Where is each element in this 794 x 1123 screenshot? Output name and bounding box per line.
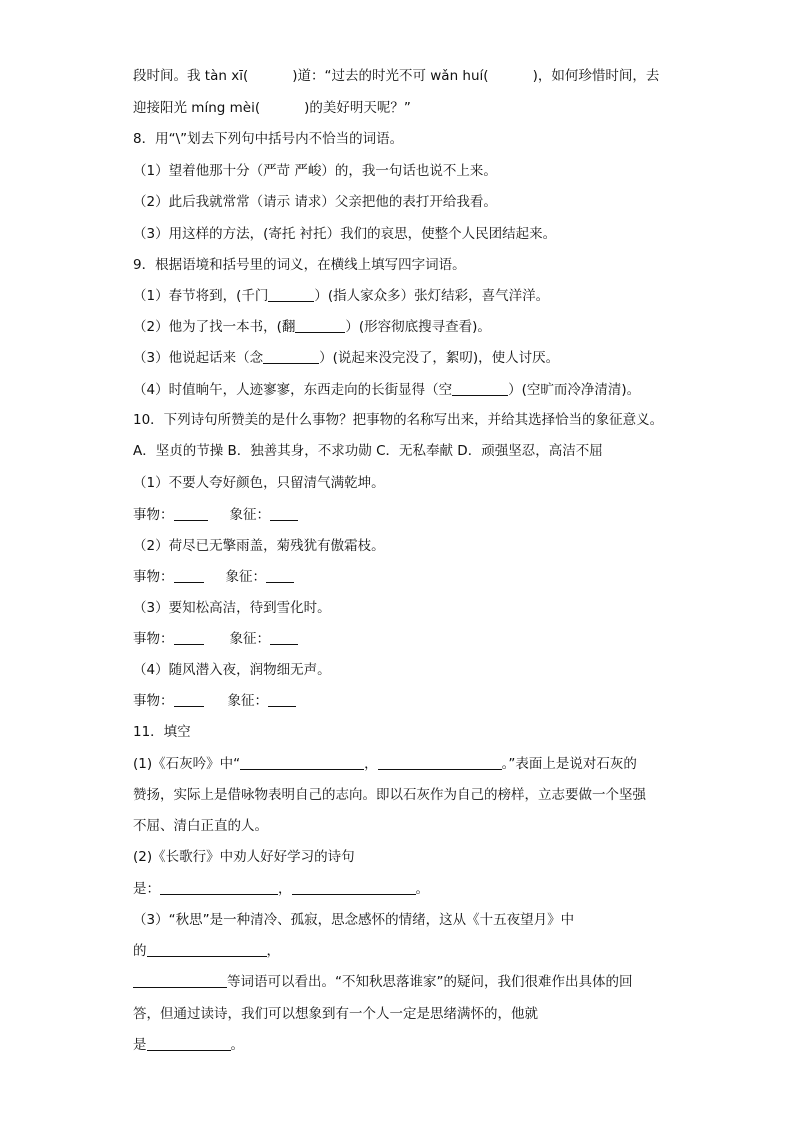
question-9-item: [133, 318, 491, 336]
question-11-part-1-cont: 不屈、清白正直的人。: [133, 818, 268, 834]
question-10-item: （2）荷尽已无擎雨盖，菊残犹有傲霜枝。: [133, 538, 385, 554]
thing-label: 事物：: [133, 569, 174, 585]
question-11-part-1-cont: 赞扬，实际上是借咏物表明自己的志向。即以石灰作为自己的榜样，立志要做一个坚强: [133, 787, 646, 803]
question-8-item: （3）用这样的方法，(寄托 衬托）我们的哀思，使整个人民团结起来。: [133, 226, 557, 242]
answer-row: [133, 692, 296, 710]
thing-blank[interactable]: [174, 568, 204, 583]
answer-row: [133, 568, 294, 586]
question-9-item: [133, 287, 549, 305]
intro-text: )，如何珍惜时间，去: [532, 68, 660, 84]
question-9-title: 9．根据语境和括号里的词义，在横线上填写四字词语。: [133, 257, 466, 273]
answer-blank[interactable]: [133, 973, 227, 988]
question-9-item: [133, 349, 559, 367]
item-text: 。: [230, 1037, 244, 1053]
thing-blank[interactable]: [174, 692, 204, 707]
answer-blank[interactable]: [160, 880, 278, 895]
thing-label: 事物：: [133, 507, 174, 523]
item-text: (1)《石灰吟》中“: [133, 756, 241, 772]
item-text: 等词语可以看出。“不知秋思落谁家”的疑问，我们很难作出具体的回: [227, 974, 633, 990]
question-11-part-3-cont: [133, 973, 633, 991]
intro-text: )道：“过去的时光不可 wǎn huí(: [292, 68, 489, 84]
symbol-blank[interactable]: [266, 568, 294, 583]
thing-blank[interactable]: [174, 630, 204, 645]
question-8-title: 8．用“\”划去下列句中括号内不恰当的词语。: [133, 131, 404, 147]
question-10-options: A．坚贞的节操 B．独善其身，不求功勋 C．无私奉献 D．顽强坚忍，高洁不屈: [133, 443, 603, 459]
item-text: 是: [133, 1037, 147, 1053]
symbol-label: 象征：: [225, 569, 266, 585]
question-10-item: （1）不要人夸好颜色，只留清气满乾坤。: [133, 475, 385, 491]
item-text: ）(形容彻底搜寻查看)。: [345, 319, 491, 335]
question-11-part-1: [133, 755, 637, 773]
symbol-label: 象征：: [229, 631, 270, 647]
question-11-part-2: (2)《长歌行》中劝人好好学习的诗句: [133, 849, 355, 865]
thing-label: 事物：: [133, 631, 174, 647]
item-text: ，: [278, 881, 292, 897]
intro-text: 迎接阳光 míng mèi(: [133, 100, 261, 116]
question-11-part-3-cont: 答，但通过读诗，我们可以想象到有一个人一定是思绪满怀的，他就: [133, 1006, 538, 1022]
answer-blank[interactable]: [268, 287, 314, 302]
item-text: 。: [415, 881, 429, 897]
answer-blank[interactable]: [452, 381, 508, 396]
intro-line-2: [133, 99, 411, 117]
question-10-title: 10．下列诗句所赞美的是什么事物？把事物的名称写出来，并给其选择恰当的象征意义。: [133, 412, 664, 428]
item-text: ，: [266, 943, 280, 959]
item-text: 的: [133, 943, 147, 959]
item-text: （4）时值晌午，人迹寥寥，东西走向的长街显得（空: [133, 382, 453, 398]
answer-blank[interactable]: [378, 755, 502, 770]
item-text: ）(指人家众多）张灯结彩，喜气洋洋。: [314, 288, 550, 304]
answer-blank[interactable]: [263, 349, 319, 364]
question-11-part-3: （3）“秋思”是一种清冷、孤寂，思念感怀的情绪，这从《十五夜望月》中: [133, 912, 575, 928]
intro-text: 段时间。我 tàn xī(: [133, 68, 249, 84]
question-11-part-3-final: [133, 1036, 244, 1054]
answer-row: [133, 506, 298, 524]
item-text: （1）春节将到，(千门: [133, 288, 269, 304]
answer-blank[interactable]: [292, 880, 416, 895]
thing-blank[interactable]: [174, 506, 208, 521]
question-11-title: 11．填空: [133, 724, 191, 740]
intro-text: )的美好明天呢？”: [304, 100, 411, 116]
question-11-part-2-answer: [133, 880, 429, 898]
answer-blank[interactable]: [240, 755, 364, 770]
item-text: ）(空旷而冷净清清)。: [508, 382, 641, 398]
question-8-item: （1）望着他那十分（严苛 严峻）的，我一句话也说不上来。: [133, 163, 497, 179]
symbol-label: 象征：: [227, 693, 268, 709]
answer-row: [133, 630, 298, 648]
answer-blank[interactable]: [147, 942, 267, 957]
intro-line-1: [133, 67, 659, 85]
question-9-item: [133, 381, 640, 399]
item-text: （2）他为了找一本书，(翻: [133, 319, 296, 335]
symbol-blank[interactable]: [270, 506, 298, 521]
item-text: ，: [364, 756, 378, 772]
symbol-blank[interactable]: [270, 630, 298, 645]
question-10-item: （3）要知松高洁，待到雪化时。: [133, 600, 331, 616]
answer-blank[interactable]: [295, 318, 345, 333]
thing-label: 事物：: [133, 693, 174, 709]
item-text: ）(说起来没完没了，絮叨)，使人讨厌。: [319, 350, 560, 366]
question-8-item: （2）此后我就常常（请示 请求）父亲把他的表打开给我看。: [133, 194, 497, 210]
item-text: 是：: [133, 881, 160, 897]
symbol-label: 象征：: [229, 507, 270, 523]
symbol-blank[interactable]: [268, 692, 296, 707]
item-text: 。”表面上是说对石灰的: [501, 756, 637, 772]
item-text: （3）他说起话来（念: [133, 350, 264, 366]
answer-blank[interactable]: [147, 1036, 231, 1051]
question-10-item: （4）随风潜入夜，润物细无声。: [133, 662, 331, 678]
question-11-part-3-answer: [133, 942, 280, 960]
